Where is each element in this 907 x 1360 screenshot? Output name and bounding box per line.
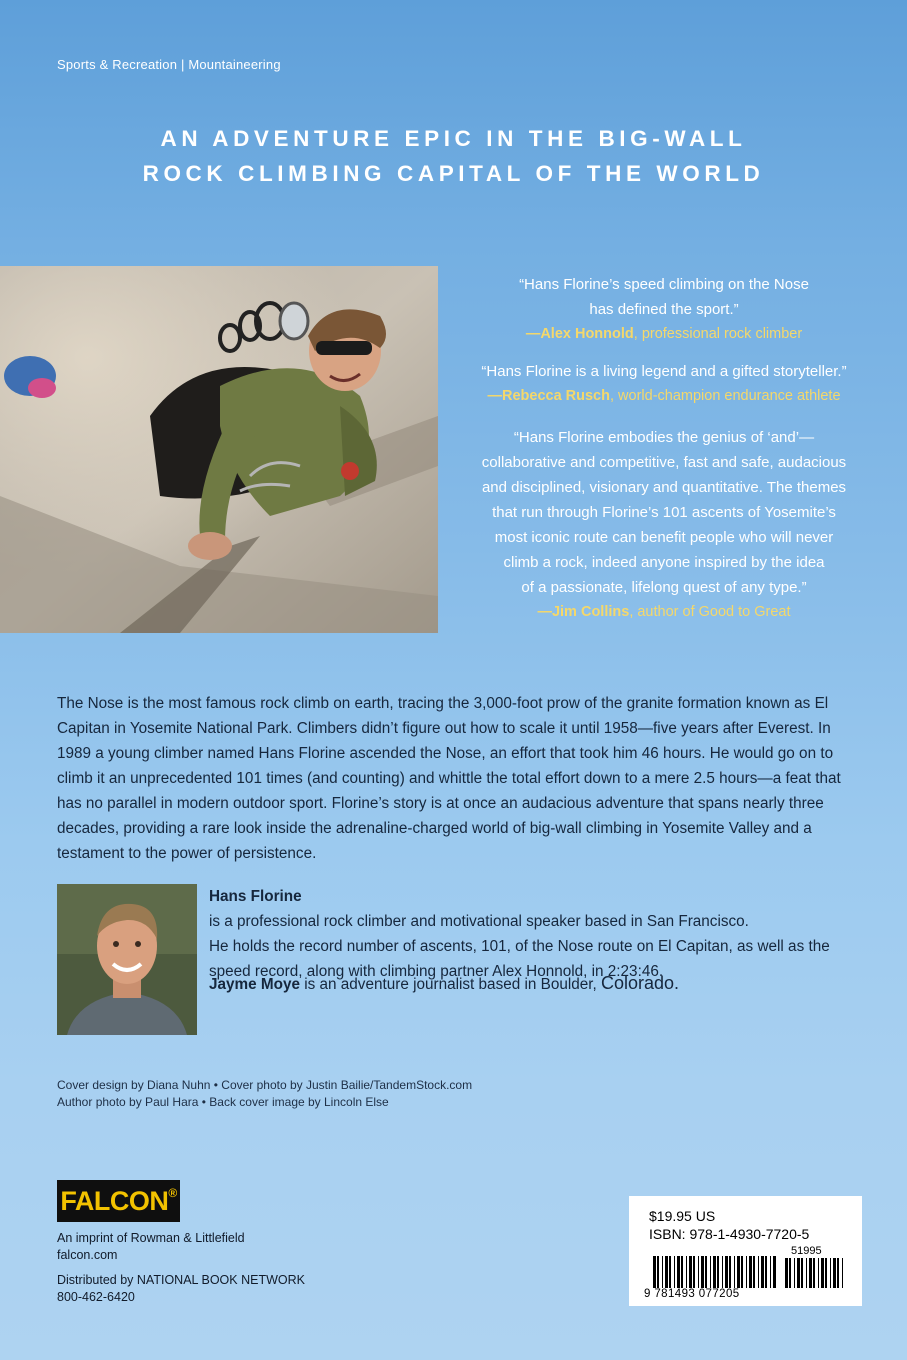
description-line: has no parallel in modern outdoor sport. Florine’s story is at once an audacious adventure that spans nearly three — [57, 795, 824, 812]
barcode-bar — [806, 1258, 807, 1288]
quote-author-role: , world-champion endurance athlete — [609, 388, 841, 404]
barcode-bar — [746, 1256, 747, 1288]
imprint-line: An imprint of Rowman & Littlefield — [57, 1231, 245, 1245]
bio-line: He holds the record number of ascents, 101, of the Nose route on El Capitan, as well as the — [209, 938, 830, 955]
quote-line: has defined the sport.” — [589, 301, 739, 318]
barcode-bar — [770, 1256, 771, 1288]
phone-number: 800-462-6420 — [57, 1290, 135, 1304]
description-line: The Nose is the most famous rock climb on earth, tracing the 3,000-foot prow of the granite formation known as El — [57, 695, 829, 712]
barcode-bar — [722, 1256, 723, 1288]
quote-collins — [454, 425, 874, 625]
barcode-bar — [833, 1258, 836, 1288]
barcode-bar — [821, 1258, 824, 1288]
addon-barcode-bars — [785, 1258, 843, 1288]
barcode-bar — [813, 1258, 815, 1288]
quote-author: —Alex Honnold — [525, 326, 634, 342]
barcode-graphic — [629, 1196, 862, 1306]
barcode-bar — [698, 1256, 699, 1288]
barcode-bar — [662, 1256, 663, 1288]
falcon-logo — [57, 1180, 180, 1222]
barcode-bar — [657, 1256, 659, 1288]
quote-line: “Hans Florine embodies the genius of ‘and’— — [513, 429, 815, 446]
ean-barcode-bars — [653, 1256, 776, 1288]
publisher-info — [57, 1230, 305, 1306]
ean-digits: 9 781493 077205 — [644, 1288, 740, 1300]
barcode-bar — [729, 1256, 731, 1288]
barcode-bar — [794, 1258, 795, 1288]
barcode-bar — [710, 1256, 711, 1288]
credits-line: Author photo by Paul Hara • Back cover image by Lincoln Else — [57, 1095, 389, 1109]
barcode-bar — [830, 1258, 831, 1288]
barcode-bar — [701, 1256, 704, 1288]
quote-attribution — [454, 600, 874, 625]
barcode-bar — [705, 1256, 707, 1288]
barcode-bar — [674, 1256, 675, 1288]
quote-attribution — [454, 322, 874, 347]
climber-photo — [0, 266, 438, 633]
author-photo — [57, 884, 197, 1035]
author-portrait-illustration — [57, 884, 197, 1035]
climber-photo-illustration — [0, 266, 438, 633]
barcode-bar — [717, 1256, 719, 1288]
quote-author: —Jim Collins — [537, 604, 630, 620]
description-line: decades, providing a rare look inside the adrenaline-charged world of big-wall climbing in Yosemite Valley and a — [57, 820, 812, 837]
distributor-line: Distributed by NATIONAL BOOK NETWORK — [57, 1273, 305, 1287]
barcode-bar — [758, 1256, 759, 1288]
category-label: Sports & Recreation | Mountaineering — [57, 57, 281, 72]
description-line: testament to the power of persistence. — [57, 845, 317, 862]
barcode-bar — [689, 1256, 692, 1288]
quote-attribution — [454, 384, 874, 409]
photo-credits — [57, 1077, 472, 1111]
bio-line — [209, 884, 869, 934]
barcode-bar — [734, 1256, 735, 1288]
quote-line: and disciplined, visionary and quantitative. The themes — [481, 479, 847, 496]
quote-line: collaborative and competitive, fast and safe, audacious — [481, 454, 847, 471]
barcode-bar — [741, 1256, 743, 1288]
barcode-bar — [825, 1258, 827, 1288]
barcode-bar — [797, 1258, 800, 1288]
quote-line: of a passionate, lifelong quest of any type.” — [521, 579, 807, 596]
bio-line: speed record, along with climbing partner Alex Honnold, in 2:23:46. — [209, 963, 664, 980]
website-link[interactable]: falcon.com — [57, 1248, 118, 1262]
barcode-bar — [681, 1256, 683, 1288]
author-name-moye: Jayme Moye — [209, 976, 300, 993]
barcode-bar — [665, 1256, 668, 1288]
barcode-bar — [693, 1256, 695, 1288]
barcode-bar — [725, 1256, 728, 1288]
barcode-bar — [818, 1258, 819, 1288]
quote-line: “Hans Florine’s speed climbing on the Nose — [519, 276, 809, 293]
barcode-bar — [789, 1258, 791, 1288]
quote-line: most iconic route can benefit people who will never — [494, 529, 834, 546]
barcode-panel — [629, 1196, 862, 1306]
barcode-bar — [801, 1258, 803, 1288]
bio-text: is a professional rock climber and motivational speaker based in San Francisco. — [209, 913, 749, 930]
barcode-bar — [809, 1258, 812, 1288]
barcode-bar — [737, 1256, 740, 1288]
barcode-bar — [761, 1256, 764, 1288]
bio-text-colorado: Colorado. — [601, 973, 680, 993]
quote-line: “Hans Florine is a living legend and a gifted storyteller.” — [481, 363, 847, 380]
description-line: Capitan in Yosemite National Park. Climbers didn’t figure out how to scale it until 1958—five years after Everest. In — [57, 720, 831, 737]
headline-line-1: AN ADVENTURE EPIC IN THE BIG-WALL — [160, 126, 747, 151]
price-label: $19.95 US — [649, 1208, 716, 1224]
barcode-bar — [773, 1256, 776, 1288]
registered-mark: ® — [168, 1186, 177, 1200]
author-bio-moye — [209, 973, 679, 994]
barcode-bar — [653, 1256, 656, 1288]
quote-honnold — [454, 272, 874, 347]
quote-line: that run through Florine’s 101 ascents of Yosemite’s — [492, 504, 836, 521]
barcode-bar — [842, 1258, 843, 1288]
barcode-bar — [713, 1256, 716, 1288]
falcon-logo-text: FALCON — [60, 1186, 169, 1216]
quote-author: —Rebecca Rusch — [487, 388, 610, 404]
credits-line: Cover design by Diana Nuhn • Cover photo by Justin Bailie/TandemStock.com — [57, 1078, 473, 1092]
barcode-bar — [765, 1256, 767, 1288]
barcode-bar — [837, 1258, 839, 1288]
bio-text: is an adventure journalist based in Boulder, — [299, 976, 602, 993]
quote-author-role: , author of Good to Great — [629, 604, 791, 620]
quote-author-role: , professional rock climber — [633, 326, 803, 342]
book-description — [57, 691, 857, 866]
barcode-bar — [749, 1256, 752, 1288]
headline-line-2: ROCK CLIMBING CAPITAL OF THE WORLD — [142, 161, 765, 186]
addon-digits: 51995 — [791, 1245, 822, 1257]
barcode-bar — [669, 1256, 671, 1288]
barcode-bar — [677, 1256, 680, 1288]
barcode-bar — [785, 1258, 788, 1288]
description-line: 1989 a young climber named Hans Florine ascended the Nose, an effort that took him 46 hours. He would go on to — [57, 745, 834, 762]
barcode-bar — [686, 1256, 687, 1288]
description-line: climb it an unprecedented 101 times (and counting) and whittle the total effort down to a mere 2.5 hours—a feat that — [57, 770, 841, 787]
quote-rusch — [454, 359, 874, 409]
author-bio-florine — [209, 884, 869, 984]
author-name-florine: Hans Florine — [209, 888, 302, 905]
quote-line: climb a rock, indeed anyone inspired by the idea — [503, 554, 825, 571]
barcode-bar — [753, 1256, 755, 1288]
isbn-label: ISBN: 978-1-4930-7720-5 — [649, 1226, 810, 1242]
